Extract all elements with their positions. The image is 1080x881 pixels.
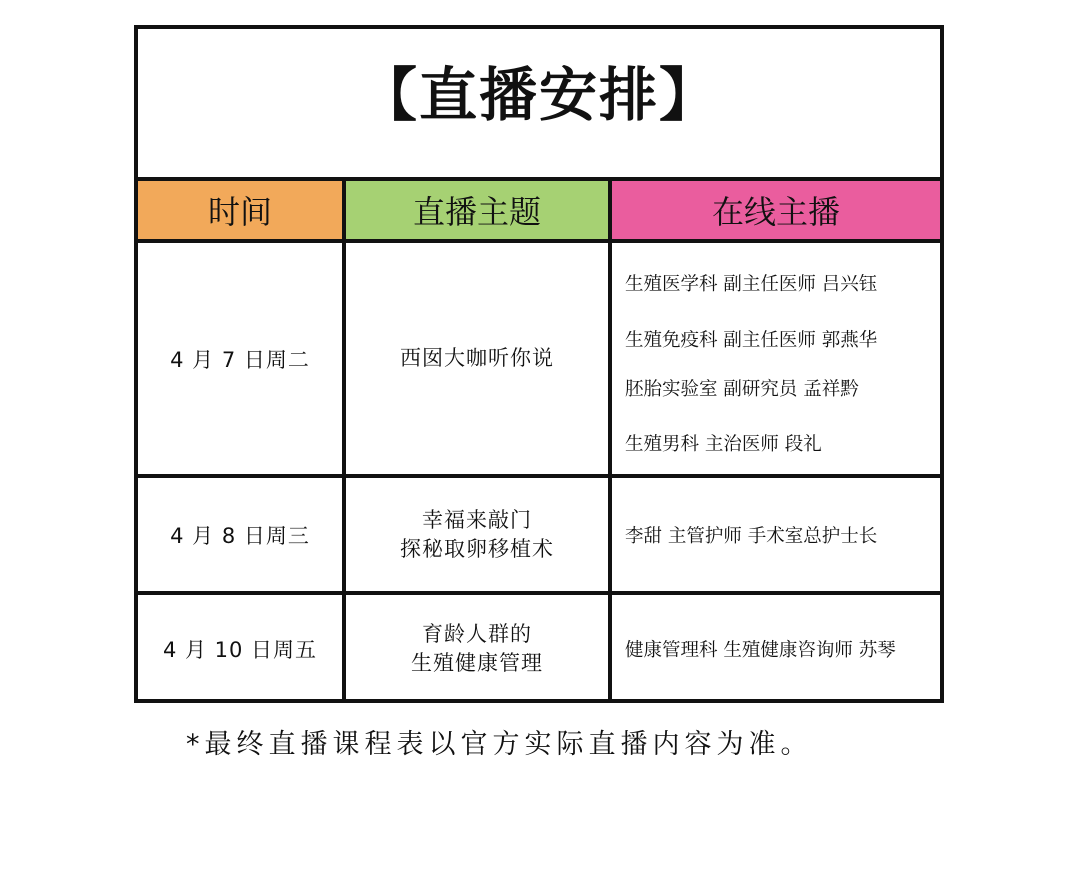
host-entry: 生殖男科 主治医师 段礼 bbox=[625, 434, 822, 455]
schedule-table bbox=[134, 25, 944, 703]
host-entry: 李甜 主管护师 手术室总护士长 bbox=[625, 525, 878, 547]
table-row bbox=[138, 478, 940, 595]
schedule-title: 【直播安排】 bbox=[358, 61, 719, 129]
table-row bbox=[138, 243, 940, 478]
header-time: 时间 bbox=[138, 181, 346, 239]
session-hosts bbox=[612, 595, 940, 703]
session-hosts bbox=[612, 243, 940, 474]
host-entry: 生殖免疫科 副主任医师 郭燕华 bbox=[625, 330, 878, 351]
table-row bbox=[138, 595, 940, 703]
schedule-title-row bbox=[138, 29, 940, 181]
session-topic-line: 西囡大咖听你说 bbox=[400, 346, 554, 370]
host-entry: 生殖医学科 副主任医师 吕兴钰 bbox=[625, 274, 878, 295]
host-entry: 健康管理科 生殖健康咨询师 苏琴 bbox=[625, 640, 896, 661]
session-topic bbox=[346, 595, 612, 703]
host-entry: 胚胎实验室 副研究员 孟祥黔 bbox=[625, 379, 859, 400]
session-topic-line: 幸福来敲门 bbox=[422, 507, 532, 532]
session-topic-line: 探秘取卵移植术 bbox=[400, 536, 554, 561]
footnote: *最终直播课程表以官方实际直播内容为准。 bbox=[186, 729, 813, 760]
session-date: 4 月 10 日周五 bbox=[138, 595, 346, 703]
header-host: 在线主播 bbox=[612, 181, 940, 239]
session-topic-line: 育龄人群的 bbox=[422, 622, 532, 646]
session-date: 4 月 7 日周二 bbox=[138, 243, 346, 474]
session-hosts bbox=[612, 478, 940, 591]
session-date: 4 月 8 日周三 bbox=[138, 478, 346, 591]
session-topic bbox=[346, 243, 612, 474]
session-topic-line: 生殖健康管理 bbox=[411, 651, 543, 675]
header-topic: 直播主题 bbox=[346, 181, 612, 239]
session-topic bbox=[346, 478, 612, 591]
schedule-grid bbox=[138, 181, 940, 699]
header-row bbox=[138, 181, 940, 243]
